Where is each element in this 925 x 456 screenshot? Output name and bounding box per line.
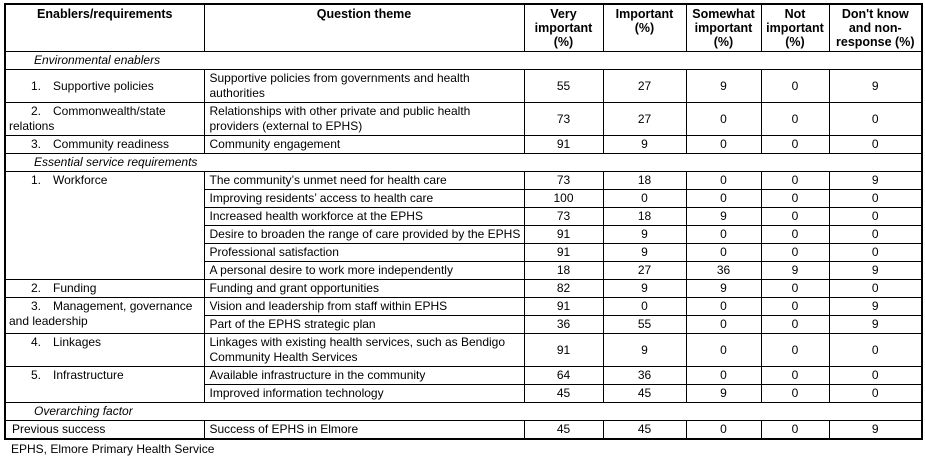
section-row-overarching bbox=[5, 403, 922, 421]
question-theme-cell: Improving residents’ access to health care bbox=[204, 190, 524, 208]
value-cell: 0 bbox=[761, 208, 829, 226]
value-cell: 73 bbox=[524, 172, 603, 190]
value-cell: 0 bbox=[686, 103, 761, 136]
value-cell: 0 bbox=[686, 244, 761, 262]
enabler-cell bbox=[5, 172, 204, 280]
value-cell: 0 bbox=[761, 316, 829, 334]
value-cell: 0 bbox=[761, 367, 829, 385]
value-cell: 45 bbox=[603, 421, 686, 440]
section-row-essential bbox=[5, 154, 922, 172]
value-cell: 36 bbox=[524, 316, 603, 334]
value-cell: 18 bbox=[603, 208, 686, 226]
value-cell: 55 bbox=[524, 70, 603, 103]
value-cell: 100 bbox=[524, 190, 603, 208]
enabler-cell bbox=[5, 334, 204, 367]
value-cell: 91 bbox=[524, 244, 603, 262]
enabler-number: 5. bbox=[31, 368, 42, 382]
value-cell: 0 bbox=[829, 280, 922, 298]
enabler-number: 2. bbox=[31, 281, 42, 295]
value-cell: 27 bbox=[603, 70, 686, 103]
value-cell: 64 bbox=[524, 367, 603, 385]
enabler-label: Previous success bbox=[12, 422, 106, 436]
header-row bbox=[5, 4, 922, 52]
column-header-enablers: Enablers/requirements bbox=[5, 4, 204, 52]
enabler-number: 3. bbox=[31, 137, 42, 151]
enabler-label: Community readiness bbox=[53, 137, 170, 151]
enabler-label: Infrastructure bbox=[53, 368, 124, 382]
enabler-cell bbox=[5, 298, 204, 334]
value-cell: 91 bbox=[524, 334, 603, 367]
question-theme-cell: Improved information technology bbox=[204, 385, 524, 403]
section-row-environmental bbox=[5, 52, 922, 70]
enabler-number: 4. bbox=[31, 335, 42, 349]
value-cell: 91 bbox=[524, 298, 603, 316]
value-cell: 18 bbox=[603, 172, 686, 190]
section-title: Overarching factor bbox=[5, 403, 922, 421]
value-cell: 27 bbox=[603, 262, 686, 280]
value-cell: 45 bbox=[524, 421, 603, 440]
value-cell: 55 bbox=[603, 316, 686, 334]
enabler-label: Funding bbox=[53, 281, 97, 295]
value-cell: 9 bbox=[603, 244, 686, 262]
value-cell: 0 bbox=[761, 103, 829, 136]
value-cell: 0 bbox=[761, 70, 829, 103]
value-cell: 0 bbox=[829, 334, 922, 367]
question-theme-cell: Part of the EPHS strategic plan bbox=[204, 316, 524, 334]
table-row bbox=[5, 367, 922, 385]
value-cell: 91 bbox=[524, 136, 603, 154]
table-row bbox=[5, 298, 922, 316]
column-header-not-important: Not important (%) bbox=[761, 4, 829, 52]
question-theme-cell: Vision and leadership from staff within EPHS bbox=[204, 298, 524, 316]
question-theme-cell: The community’s unmet need for health care bbox=[204, 172, 524, 190]
value-cell: 9 bbox=[829, 262, 922, 280]
value-cell: 0 bbox=[686, 172, 761, 190]
value-cell: 0 bbox=[829, 367, 922, 385]
column-header-question-theme: Question theme bbox=[204, 4, 524, 52]
table-row bbox=[5, 334, 922, 367]
value-cell: 0 bbox=[829, 244, 922, 262]
value-cell: 36 bbox=[686, 262, 761, 280]
question-theme-cell: Professional satisfaction bbox=[204, 244, 524, 262]
enabler-cell bbox=[5, 280, 204, 298]
value-cell: 91 bbox=[524, 226, 603, 244]
value-cell: 9 bbox=[603, 280, 686, 298]
value-cell: 0 bbox=[761, 421, 829, 440]
value-cell: 0 bbox=[603, 190, 686, 208]
value-cell: 0 bbox=[761, 226, 829, 244]
question-theme-cell: A personal desire to work more independently bbox=[204, 262, 524, 280]
enabler-number: 1. bbox=[31, 173, 42, 187]
value-cell: 9 bbox=[829, 421, 922, 440]
enabler-number: 1. bbox=[31, 78, 42, 93]
column-header-dont-know: Don't know and non-response (%) bbox=[829, 4, 922, 52]
value-cell: 0 bbox=[686, 226, 761, 244]
question-theme-cell: Supportive policies from governments and health authorities bbox=[204, 70, 524, 103]
value-cell: 9 bbox=[686, 280, 761, 298]
value-cell: 36 bbox=[603, 367, 686, 385]
section-title: Essential service requirements bbox=[5, 154, 922, 172]
question-theme-cell: Desire to broaden the range of care provided by the EPHS bbox=[204, 226, 524, 244]
value-cell: 0 bbox=[829, 385, 922, 403]
value-cell: 0 bbox=[761, 172, 829, 190]
value-cell: 45 bbox=[603, 385, 686, 403]
question-theme-cell: Available infrastructure in the community bbox=[204, 367, 524, 385]
value-cell: 0 bbox=[761, 244, 829, 262]
table-row bbox=[5, 136, 922, 154]
value-cell: 18 bbox=[524, 262, 603, 280]
enabler-number: 2. bbox=[31, 104, 42, 118]
table-row bbox=[5, 172, 922, 190]
value-cell: 0 bbox=[829, 136, 922, 154]
value-cell: 0 bbox=[686, 298, 761, 316]
enabler-cell bbox=[5, 421, 204, 440]
value-cell: 0 bbox=[686, 136, 761, 154]
value-cell: 45 bbox=[524, 385, 603, 403]
column-header-very-important: Very important (%) bbox=[524, 4, 603, 52]
column-header-important: Important (%) bbox=[603, 4, 686, 52]
column-header-somewhat-important: Somewhat important (%) bbox=[686, 4, 761, 52]
enabler-number: 3. bbox=[31, 299, 42, 313]
value-cell: 27 bbox=[603, 103, 686, 136]
table-row bbox=[5, 421, 922, 440]
value-cell: 0 bbox=[829, 208, 922, 226]
value-cell: 0 bbox=[603, 298, 686, 316]
value-cell: 9 bbox=[603, 136, 686, 154]
value-cell: 9 bbox=[603, 226, 686, 244]
enabler-label: Linkages bbox=[53, 335, 102, 349]
value-cell: 0 bbox=[761, 298, 829, 316]
value-cell: 73 bbox=[524, 208, 603, 226]
value-cell: 0 bbox=[686, 421, 761, 440]
value-cell: 0 bbox=[761, 385, 829, 403]
value-cell: 0 bbox=[761, 190, 829, 208]
value-cell: 0 bbox=[829, 226, 922, 244]
question-theme-cell: Success of EPHS in Elmore bbox=[204, 421, 524, 440]
question-theme-cell: Funding and grant opportunities bbox=[204, 280, 524, 298]
value-cell: 9 bbox=[829, 172, 922, 190]
question-theme-cell: Relationships with other private and public health providers (external to EPHS) bbox=[204, 103, 524, 136]
table-row bbox=[5, 103, 922, 136]
value-cell: 9 bbox=[686, 385, 761, 403]
value-cell: 9 bbox=[829, 70, 922, 103]
value-cell: 82 bbox=[524, 280, 603, 298]
value-cell: 9 bbox=[603, 334, 686, 367]
question-theme-cell: Community engagement bbox=[204, 136, 524, 154]
table-row bbox=[5, 280, 922, 298]
value-cell: 0 bbox=[829, 103, 922, 136]
value-cell: 0 bbox=[686, 190, 761, 208]
enabler-label: Management, governance and leadership bbox=[9, 299, 193, 328]
section-title: Environmental enablers bbox=[5, 52, 922, 70]
enabler-cell bbox=[5, 70, 204, 103]
value-cell: 9 bbox=[761, 262, 829, 280]
enabler-label: Supportive policies bbox=[53, 78, 154, 93]
value-cell: 0 bbox=[829, 190, 922, 208]
value-cell: 0 bbox=[686, 334, 761, 367]
value-cell: 0 bbox=[761, 136, 829, 154]
value-cell: 0 bbox=[761, 334, 829, 367]
value-cell: 73 bbox=[524, 103, 603, 136]
enabler-cell bbox=[5, 103, 204, 136]
enabler-label: Commonwealth/state relations bbox=[9, 104, 166, 133]
enabler-cell bbox=[5, 367, 204, 403]
footnote: EPHS, Elmore Primary Health Service bbox=[11, 442, 215, 456]
question-theme-cell: Increased health workforce at the EPHS bbox=[204, 208, 524, 226]
value-cell: 9 bbox=[829, 298, 922, 316]
enabler-label: Workforce bbox=[53, 173, 108, 187]
value-cell: 0 bbox=[686, 367, 761, 385]
table-row bbox=[5, 70, 922, 103]
enabler-cell bbox=[5, 136, 204, 154]
value-cell: 0 bbox=[686, 316, 761, 334]
value-cell: 9 bbox=[686, 70, 761, 103]
importance-table bbox=[4, 3, 923, 440]
question-theme-cell: Linkages with existing health services, such as Bendigo Community Health Services bbox=[204, 334, 524, 367]
value-cell: 0 bbox=[761, 280, 829, 298]
value-cell: 9 bbox=[686, 208, 761, 226]
value-cell: 9 bbox=[829, 316, 922, 334]
